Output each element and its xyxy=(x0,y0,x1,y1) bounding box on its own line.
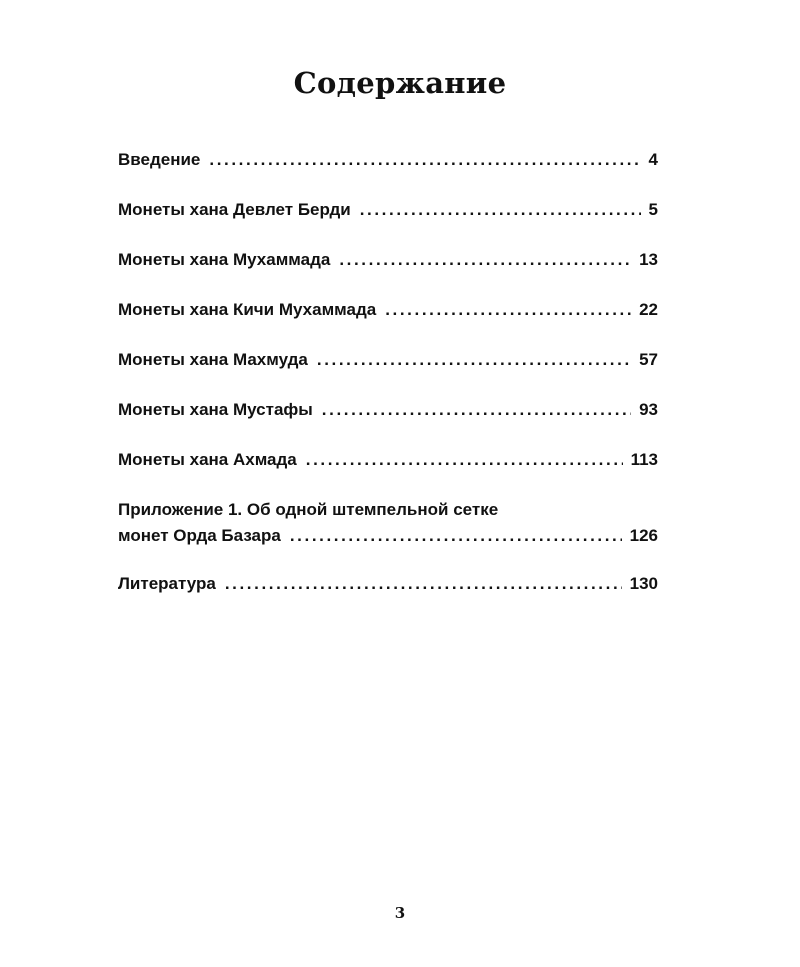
toc-entry-introduction[interactable] xyxy=(118,147,658,173)
toc-entry-label: Монеты хана Махмуда xyxy=(118,350,308,369)
toc-entry-page: 130 xyxy=(629,574,658,593)
toc-entry-page: 13 xyxy=(639,250,658,269)
dot-leader xyxy=(225,571,622,597)
toc-entry-label: Литература xyxy=(118,574,216,593)
toc-entry-label: Монеты хана Мухаммада xyxy=(118,250,331,269)
dot-leader xyxy=(290,523,622,549)
dot-leader xyxy=(385,297,631,323)
toc-entry-page: 113 xyxy=(630,450,658,469)
dot-leader xyxy=(322,397,631,423)
page-number: 3 xyxy=(394,904,406,922)
toc-entry-kichi-muhammad[interactable] xyxy=(118,297,658,323)
toc-entry-page: 126 xyxy=(629,526,658,545)
toc-entry-page: 57 xyxy=(639,350,658,369)
toc-entry-page: 93 xyxy=(639,400,658,419)
toc-entry-page: 5 xyxy=(648,200,658,219)
toc-entry-label: Монеты хана Ахмада xyxy=(118,450,297,469)
dot-leader xyxy=(209,147,640,173)
toc-entry-devlet-berdi[interactable] xyxy=(118,197,658,223)
dot-leader xyxy=(339,247,631,273)
toc-entry-label: Введение xyxy=(118,150,201,169)
toc-entry-page: 4 xyxy=(648,150,658,169)
toc-entry-label-line1: Приложение 1. Об одной штемпельной сетке xyxy=(118,500,499,519)
toc-entry-label: Монеты хана Девлет Берди xyxy=(118,200,351,219)
dot-leader xyxy=(317,347,631,373)
toc-entry-label: монет Орда Базара xyxy=(118,526,281,545)
toc-entry-literature[interactable] xyxy=(118,571,658,597)
toc-entry-label: Монеты хана Мустафы xyxy=(118,400,313,419)
toc-entry-label: Монеты хана Кичи Мухаммада xyxy=(118,300,377,319)
dot-leader xyxy=(360,197,641,223)
page-title: Содержание xyxy=(293,66,507,100)
toc-entry-page: 22 xyxy=(639,300,658,319)
toc-entry-appendix-1[interactable] xyxy=(118,497,658,549)
toc-entry-muhammad[interactable] xyxy=(118,247,658,273)
dot-leader xyxy=(306,447,623,473)
toc-entry-ahmad[interactable] xyxy=(118,447,658,473)
toc-entry-mustafa[interactable] xyxy=(118,397,658,423)
toc-entry-mahmud[interactable] xyxy=(118,347,658,373)
